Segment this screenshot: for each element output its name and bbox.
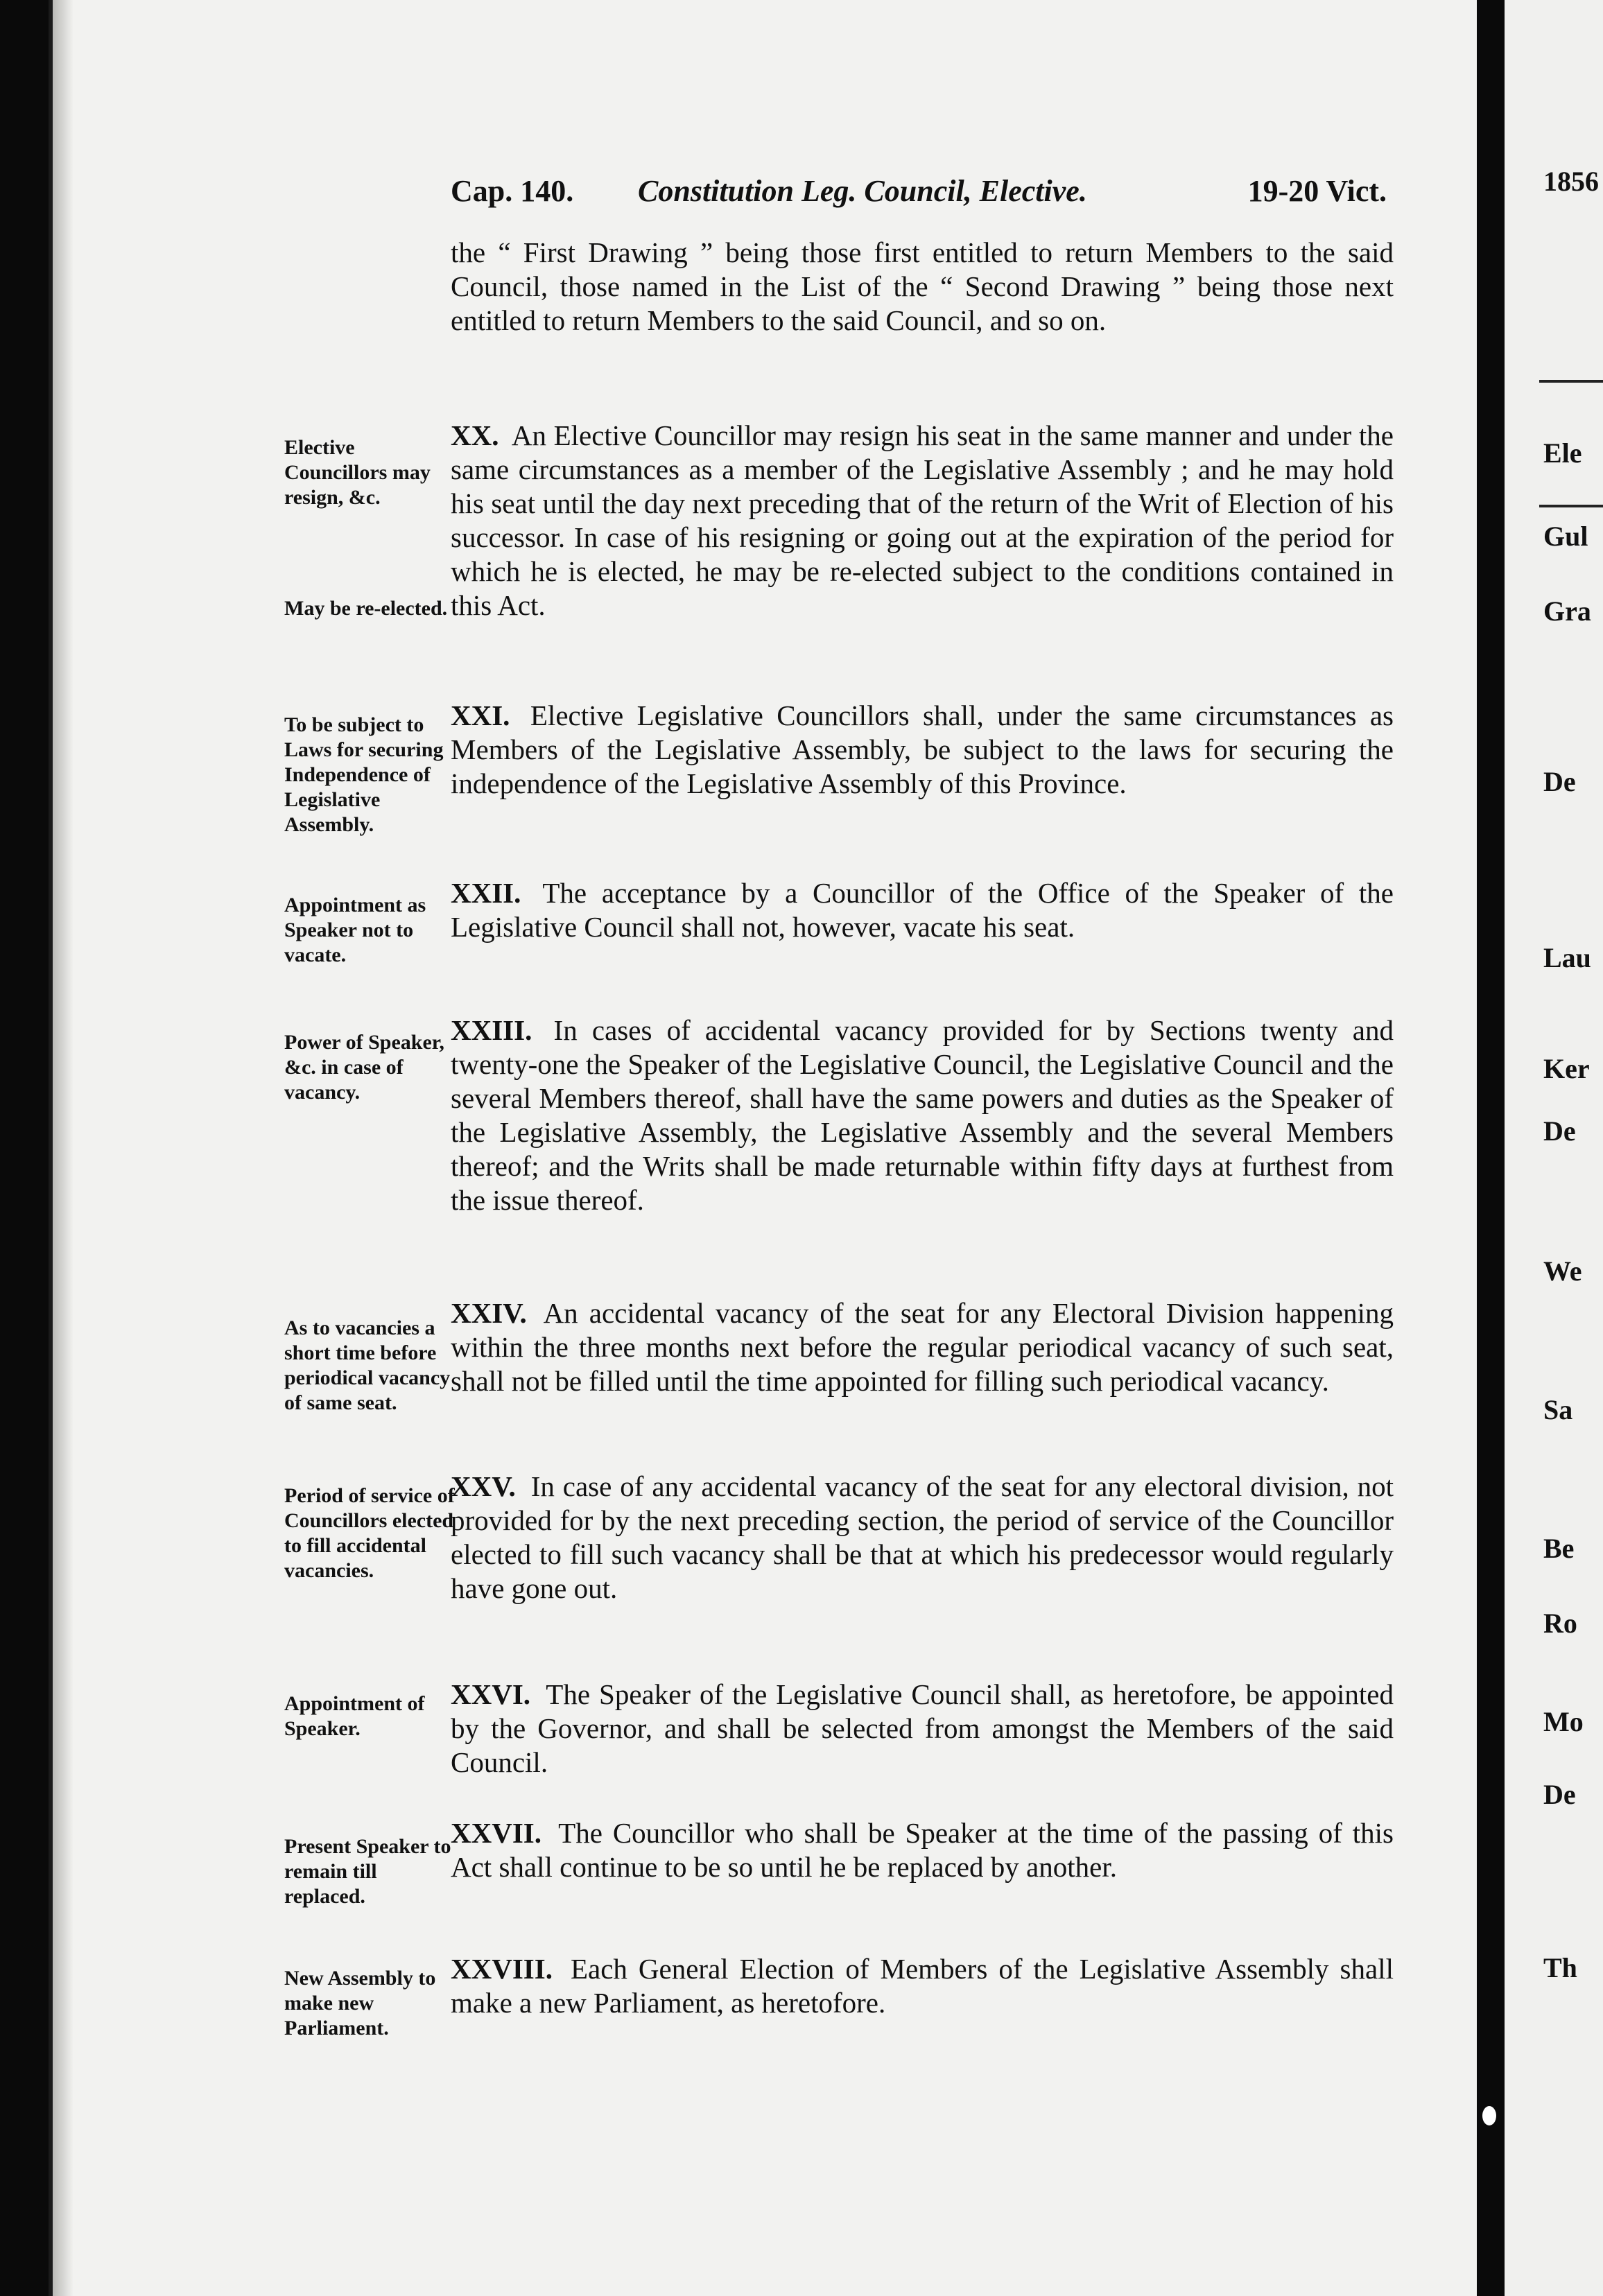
facing-page-fragment: De xyxy=(1543,1779,1576,1810)
section-text: In case of any accidental vacancy of the seat for any electoral division, not provided for by the next preceding section, the period of service of the Councillor elected to fill such vacancy shall be that at which his predecessor would regularly have gone out. xyxy=(451,1470,1394,1604)
facing-page-year: 1856 xyxy=(1543,166,1599,197)
margin-note: Present Speaker to remain till replaced. xyxy=(284,1835,451,1908)
facing-page-fragment: Ker xyxy=(1543,1053,1590,1084)
facing-page-rule xyxy=(1539,380,1603,383)
margin-note: To be subject to Laws for securing Independence of Legislative Assembly. xyxy=(284,713,444,836)
section-text: Each General Election of Members of the Legislative Assembly shall make a new Parliament, as heretofore. xyxy=(451,1953,1394,2019)
margin-note: Period of service of Councillors elected to fill accidental vacancies. xyxy=(284,1484,455,1582)
facing-page-fragment: Be xyxy=(1543,1533,1575,1564)
facing-page-fragment: De xyxy=(1543,1115,1576,1147)
running-title: Constitution Leg. Council, Elective. xyxy=(638,174,1087,208)
facing-page-rule xyxy=(1539,505,1603,507)
margin-note: Appointment of Speaker. xyxy=(284,1692,425,1740)
facing-page-fragment: Gul xyxy=(1543,521,1588,552)
margin-note: Power of Speaker, &c. in case of vacancy. xyxy=(284,1031,444,1104)
section-20 xyxy=(451,419,1394,623)
section-number: XXIV. xyxy=(451,1297,527,1329)
facing-page-fragment: Ro xyxy=(1543,1608,1577,1639)
section-number: XXII. xyxy=(451,877,521,909)
facing-page-fragment: Gra xyxy=(1543,595,1591,627)
section-number: XX. xyxy=(451,419,499,451)
section-text: An Elective Councillor may resign his seat in the same manner and under the same circumstances as a member of the Legislative Assembly ; and he may hold his seat until the day next preceding that of the return of the Writ of Election of his successor. In case of his resigning or going out at the expiration of the period for which he is elected, he may be re-elected subject to the conditions contained in this Act. xyxy=(451,419,1394,621)
section-number: XXI. xyxy=(451,699,510,731)
section-number: XXIII. xyxy=(451,1014,532,1046)
section-continuation xyxy=(451,236,1394,338)
section-24 xyxy=(451,1296,1394,1398)
section-23 xyxy=(451,1014,1394,1217)
facing-page-fragment: Lau xyxy=(1543,942,1591,973)
margin-note: New Assembly to make new Parliament. xyxy=(284,1967,436,2040)
section-number: XXVII. xyxy=(451,1817,541,1849)
regnal-year: 19-20 Vict. xyxy=(1247,174,1387,208)
section-text: In cases of accidental vacancy provided for by Sections twenty and twenty-one the Speaker of the Legislative Council, the Legislative Council and the several Members thereof, shall have the same powers and duties as the Speaker of the Legislative Assembly, the Legislative Assembly and the several Members thereof; and the Writs shall be made returnable within fifty days at furthest from the issue thereof. xyxy=(451,1014,1394,1216)
section-text: An accidental vacancy of the seat for any Electoral Division happening within the three months next before the regular periodical vacancy of such seat, shall not be filled until the time appointed for filling such periodical vacancy. xyxy=(451,1297,1394,1397)
running-header xyxy=(451,173,1394,215)
margin-note: Elective Councillors may resign, &c. xyxy=(284,436,431,509)
section-number: XXVI. xyxy=(451,1678,531,1710)
section-text: the “ First Drawing ” being those first entitled to return Members to the said Council, those named in the List of the “ Second Drawing ” being those next entitled to return Members to the said Council, and so on. xyxy=(451,236,1394,336)
section-text: The Speaker of the Legislative Council shall, as heretofore, be appointed by the Governor, and shall be selected from amongst the Members of the said Council. xyxy=(451,1678,1394,1778)
facing-page-edge xyxy=(1505,0,1603,2296)
page-gutter-shadow xyxy=(53,0,73,2296)
section-21 xyxy=(451,699,1394,801)
scan-artifact xyxy=(1482,2106,1496,2125)
facing-page-fragment: Sa xyxy=(1543,1394,1573,1425)
section-25 xyxy=(451,1470,1394,1606)
section-number: XXVIII. xyxy=(451,1953,553,1985)
section-27 xyxy=(451,1816,1394,1884)
facing-page-fragment: Th xyxy=(1543,1952,1577,1983)
facing-page-fragment: Ele xyxy=(1543,437,1582,469)
section-text: The Councillor who shall be Speaker at the time of the passing of this Act shall continue to be so until he be replaced by another. xyxy=(451,1817,1394,1883)
margin-note: As to vacancies a short time before periodical vacancy of same seat. xyxy=(284,1316,451,1414)
section-26 xyxy=(451,1678,1394,1780)
facing-page-fragment: We xyxy=(1543,1255,1582,1287)
section-28 xyxy=(451,1952,1394,2020)
margin-note: May be re-elected. xyxy=(284,597,448,620)
facing-page-fragment: De xyxy=(1543,766,1576,797)
section-text: The acceptance by a Councillor of the Office of the Speaker of the Legislative Council shall not, however, vacate his seat. xyxy=(451,877,1394,943)
section-text: Elective Legislative Councillors shall, under the same circumstances as Members of the Legislative Assembly, be subject to the laws for securing the independence of the Legislative Assembly of this Province. xyxy=(451,699,1394,799)
section-22 xyxy=(451,876,1394,944)
margin-note: Appointment as Speaker not to vacate. xyxy=(284,894,426,966)
facing-page-fragment: Mo xyxy=(1543,1706,1584,1737)
chapter-number: Cap. 140. xyxy=(451,174,574,208)
section-number: XXV. xyxy=(451,1470,516,1502)
